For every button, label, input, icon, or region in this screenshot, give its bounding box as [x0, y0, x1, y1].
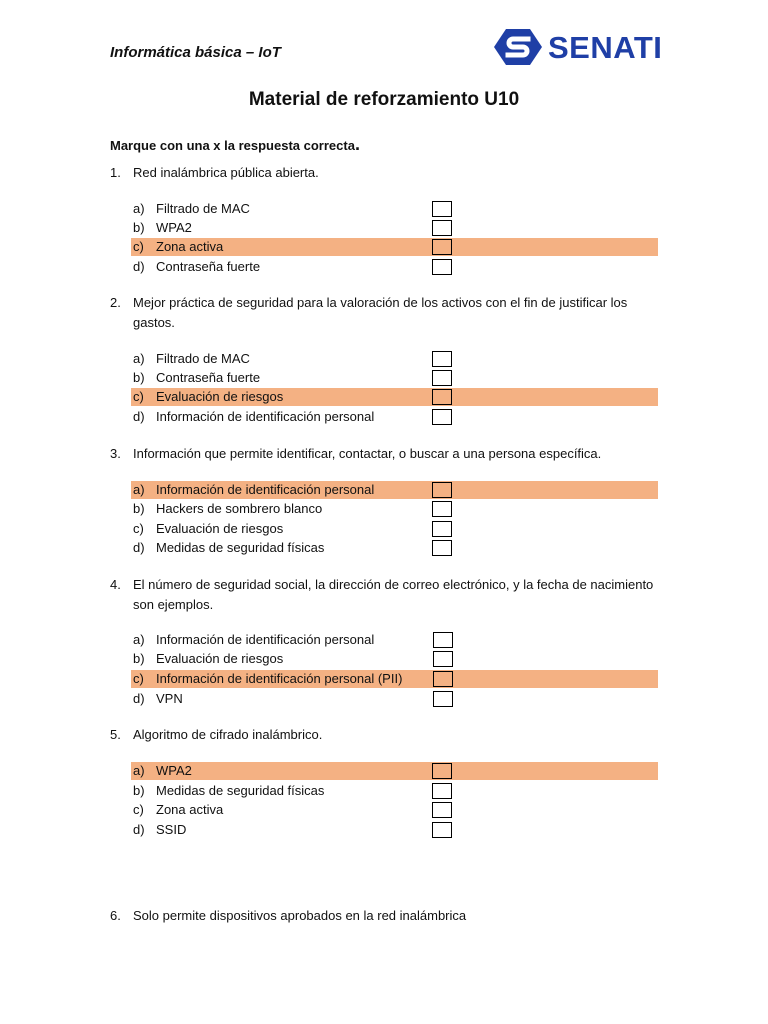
question-text: Red inalámbrica pública abierta.	[133, 165, 319, 180]
option-1-a	[131, 200, 658, 218]
option-4-a	[131, 631, 658, 649]
option-text: Contraseña fuerte	[156, 370, 261, 385]
option-letter: b)	[133, 651, 145, 666]
answer-checkbox[interactable]	[432, 239, 452, 255]
option-letter: c)	[133, 389, 144, 404]
option-text: Filtrado de MAC	[156, 351, 250, 366]
answer-checkbox[interactable]	[432, 521, 452, 537]
answer-checkbox[interactable]	[432, 763, 452, 779]
answer-checkbox[interactable]	[432, 482, 452, 498]
question-text: Información que permite identificar, contactar, o buscar a una persona específica.	[133, 446, 602, 461]
option-5-d	[131, 821, 658, 839]
option-letter: b)	[133, 370, 145, 385]
option-text: Información de identificación personal (PII)	[156, 671, 403, 686]
option-text: Información de identificación personal	[156, 632, 375, 647]
answer-checkbox[interactable]	[432, 802, 452, 818]
answer-checkbox[interactable]	[432, 501, 452, 517]
question-number: 1.	[110, 165, 121, 180]
instructions-text: Marque con una x la respuesta correcta	[110, 138, 355, 153]
option-text: Evaluación de riesgos	[156, 521, 284, 536]
option-4-b	[131, 650, 658, 668]
option-1-b	[131, 219, 658, 237]
option-text: Hackers de sombrero blanco	[156, 501, 323, 516]
senati-logo	[492, 26, 682, 68]
question-text: Mejor práctica de seguridad para la valoración de los activos con el fin de justificar los gastos.	[133, 295, 628, 330]
option-1-d	[131, 258, 658, 276]
option-text: Zona activa	[156, 802, 224, 817]
option-text: Zona activa	[156, 239, 224, 254]
option-text: Evaluación de riesgos	[156, 651, 284, 666]
option-5-c	[131, 801, 658, 819]
question-number: 3.	[110, 446, 121, 461]
option-letter: d)	[133, 409, 145, 424]
option-5-b	[131, 782, 658, 800]
question-4	[110, 575, 660, 615]
option-letter: b)	[133, 220, 145, 235]
option-text: WPA2	[156, 763, 192, 778]
option-letter: a)	[133, 351, 145, 366]
option-text: Filtrado de MAC	[156, 201, 250, 216]
course-header: Informática básica – IoT	[110, 44, 281, 61]
question-text: Solo permite dispositivos aprobados en la red inalámbrica	[133, 908, 467, 923]
question-text: El número de seguridad social, la dirección de correo electrónico, y la fecha de nacimiento son ejemplos.	[133, 577, 654, 612]
option-3-d	[131, 539, 658, 557]
option-text: VPN	[156, 691, 183, 706]
option-text: SSID	[156, 822, 187, 837]
option-letter: d)	[133, 822, 145, 837]
answer-checkbox[interactable]	[432, 351, 452, 367]
answer-checkbox[interactable]	[432, 540, 452, 556]
option-2-d	[131, 408, 658, 426]
option-letter: d)	[133, 259, 145, 274]
question-text: Algoritmo de cifrado inalámbrico.	[133, 727, 323, 742]
option-letter: a)	[133, 632, 145, 647]
option-3-b	[131, 500, 658, 518]
instructions-period: .	[354, 134, 360, 154]
option-text: Evaluación de riesgos	[156, 389, 284, 404]
option-3-a	[131, 481, 658, 499]
option-2-a	[131, 350, 658, 368]
answer-checkbox[interactable]	[432, 201, 452, 217]
logo-text: SENATI	[548, 29, 663, 65]
option-4-d	[131, 690, 658, 708]
answer-checkbox[interactable]	[433, 691, 453, 707]
option-letter: a)	[133, 482, 145, 497]
option-letter: c)	[133, 521, 144, 536]
option-3-c	[131, 520, 658, 538]
question-number: 4.	[110, 577, 121, 592]
question-number: 6.	[110, 908, 121, 923]
option-text: Medidas de seguridad físicas	[156, 783, 325, 798]
answer-checkbox[interactable]	[432, 822, 452, 838]
question-6	[110, 906, 660, 926]
option-letter: c)	[133, 671, 144, 686]
answer-checkbox[interactable]	[432, 370, 452, 386]
option-2-c	[131, 388, 658, 406]
option-letter: d)	[133, 691, 145, 706]
question-number: 5.	[110, 727, 121, 742]
answer-checkbox[interactable]	[433, 632, 453, 648]
answer-checkbox[interactable]	[433, 671, 453, 687]
option-letter: b)	[133, 783, 145, 798]
option-letter: c)	[133, 802, 144, 817]
option-text: Información de identificación personal	[156, 409, 375, 424]
option-letter: b)	[133, 501, 145, 516]
question-2	[110, 293, 660, 333]
option-text: Información de identificación personal	[156, 482, 375, 497]
answer-checkbox[interactable]	[432, 409, 452, 425]
page-title: Material de reforzamiento U10	[248, 89, 520, 110]
option-letter: a)	[133, 201, 145, 216]
answer-checkbox[interactable]	[432, 220, 452, 236]
question-number: 2.	[110, 295, 121, 310]
option-text: Medidas de seguridad físicas	[156, 540, 325, 555]
option-5-a	[131, 762, 658, 780]
option-1-c	[131, 238, 658, 256]
question-5	[110, 725, 660, 745]
option-2-b	[131, 369, 658, 387]
option-text: Contraseña fuerte	[156, 259, 261, 274]
senati-logo-icon	[492, 27, 544, 67]
answer-checkbox[interactable]	[432, 259, 452, 275]
instructions	[110, 134, 360, 155]
option-letter: c)	[133, 239, 144, 254]
option-letter: d)	[133, 540, 145, 555]
answer-checkbox[interactable]	[432, 783, 452, 799]
answer-checkbox[interactable]	[432, 389, 452, 405]
question-3	[110, 444, 660, 464]
option-text: WPA2	[156, 220, 192, 235]
question-1	[110, 163, 660, 183]
option-4-c	[131, 670, 658, 688]
answer-checkbox[interactable]	[433, 651, 453, 667]
option-letter: a)	[133, 763, 145, 778]
